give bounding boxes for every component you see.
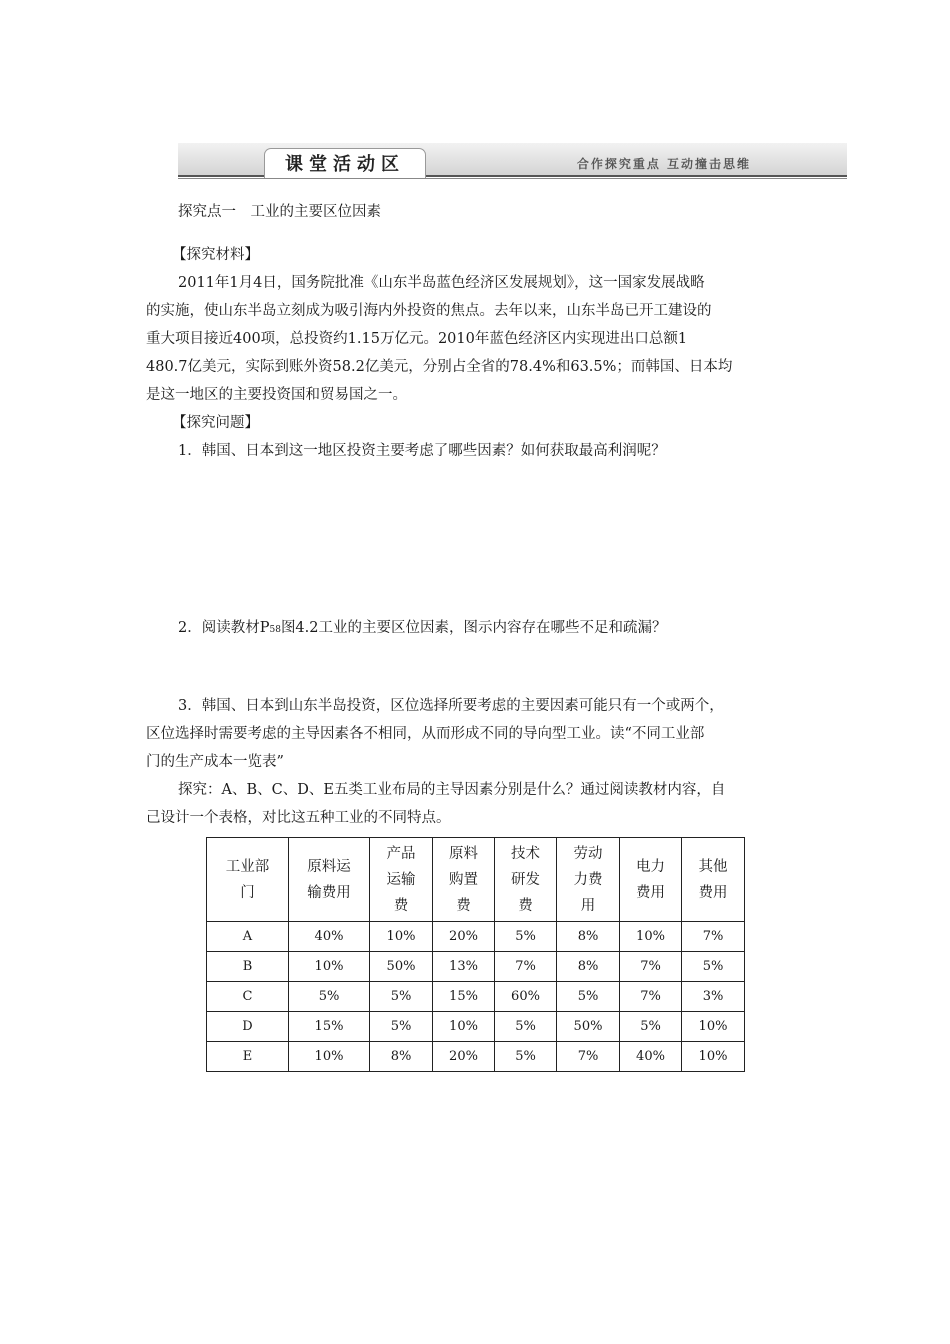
table-cell: 20% <box>433 1042 495 1072</box>
table-header-row <box>207 838 745 922</box>
table-cell: C <box>207 982 289 1012</box>
header-cell: 电力 费用 <box>620 838 682 922</box>
table-row <box>207 1012 745 1042</box>
table-cell: D <box>207 1012 289 1042</box>
question-3-line: 区位选择时需要考虑的主导因素各不相同，从而形成不同的导向型工业。读“不同工业部 <box>146 726 705 742</box>
table-cell: 50% <box>557 1012 620 1042</box>
explore-line: 探究：A、B、C、D、E五类工业布局的主导因素分别是什么？通过阅读教材内容，自 <box>178 782 726 798</box>
table-cell: 8% <box>370 1042 433 1072</box>
question-label: 【探究问题】 <box>172 415 259 431</box>
question-1: 1．韩国、日本到这一地区投资主要考虑了哪些因素？如何获取最高利润呢？ <box>178 443 666 459</box>
table-cell: 7% <box>620 952 682 982</box>
table-cell: 10% <box>289 1042 370 1072</box>
table-cell: 3% <box>682 982 745 1012</box>
header-cell: 技术 研发 费 <box>495 838 557 922</box>
table-cell: B <box>207 952 289 982</box>
table-cell: 5% <box>682 952 745 982</box>
question-2-page-subscript: 58 <box>269 625 281 635</box>
table-cell: 10% <box>433 1012 495 1042</box>
explore-line: 己设计一个表格，对比这五种工业的不同特点。 <box>146 810 451 826</box>
material-line: 480.7亿美元，实际到账外资58.2亿美元，分别占全省的78.4%和63.5%；而韩国、日本均 <box>146 359 733 375</box>
question-2-suffix: 图4.2工业的主要区位因素，图示内容存在哪些不足和疏漏？ <box>280 620 667 636</box>
material-line: 的实施，使山东半岛立刻成为吸引海内外投资的焦点。去年以来，山东半岛已开工建设的 <box>146 303 712 319</box>
table-cell: 60% <box>495 982 557 1012</box>
table-cell: 7% <box>682 922 745 952</box>
table-cell: 10% <box>682 1042 745 1072</box>
header-cell: 产品 运输 费 <box>370 838 433 922</box>
cost-table <box>206 837 745 1072</box>
question-3-line: 门的生产成本一览表” <box>146 754 284 770</box>
table-cell: 7% <box>495 952 557 982</box>
material-label: 【探究材料】 <box>172 247 259 263</box>
section-banner <box>178 142 847 180</box>
table-cell: 5% <box>495 1012 557 1042</box>
question-2-prefix: 2．阅读教材P <box>178 620 270 636</box>
table-row <box>207 982 745 1012</box>
table-cell: 40% <box>620 1042 682 1072</box>
table-cell: 20% <box>433 922 495 952</box>
table-row <box>207 952 745 982</box>
banner-slogan: 合作探究重点 互动撞击思维 <box>576 157 751 171</box>
table-cell: 5% <box>289 982 370 1012</box>
table-row <box>207 922 745 952</box>
table-cell: 5% <box>495 1042 557 1072</box>
header-cell: 其他 费用 <box>682 838 745 922</box>
section-heading: 探究点一 工业的主要区位因素 <box>178 204 381 220</box>
table-cell: 8% <box>557 922 620 952</box>
table-cell: 7% <box>557 1042 620 1072</box>
table-cell: 15% <box>433 982 495 1012</box>
table-cell: 10% <box>682 1012 745 1042</box>
header-cell: 原料运 输费用 <box>289 838 370 922</box>
table-cell: 7% <box>620 982 682 1012</box>
material-line: 是这一地区的主要投资国和贸易国之一。 <box>146 387 407 403</box>
table-cell: 5% <box>370 1012 433 1042</box>
table-row <box>207 1042 745 1072</box>
question-2 <box>178 618 667 640</box>
header-cell: 劳动 力费 用 <box>557 838 620 922</box>
table-cell: A <box>207 922 289 952</box>
table-cell: 10% <box>620 922 682 952</box>
table-cell: 13% <box>433 952 495 982</box>
table-cell: 10% <box>370 922 433 952</box>
table-cell: 5% <box>620 1012 682 1042</box>
banner-divider-thin <box>178 178 847 179</box>
header-cell: 工业部 门 <box>207 838 289 922</box>
table-cell: 5% <box>495 922 557 952</box>
table-cell: 5% <box>557 982 620 1012</box>
table-cell: 50% <box>370 952 433 982</box>
table-cell: 10% <box>289 952 370 982</box>
banner-title: 课堂活动区 <box>285 154 405 175</box>
question-3-line: 3．韩国、日本到山东半岛投资，区位选择所要考虑的主要因素可能只有一个或两个， <box>178 698 724 714</box>
table-cell: 40% <box>289 922 370 952</box>
table-cell: E <box>207 1042 289 1072</box>
table-cell: 8% <box>557 952 620 982</box>
material-line: 重大项目接近400项，总投资约1.15万亿元。2010年蓝色经济区内实现进出口总额1 <box>146 331 688 347</box>
material-line: 2011年1月4日，国务院批准《山东半岛蓝色经济区发展规划》，这一国家发展战略 <box>178 275 705 291</box>
table-cell: 5% <box>370 982 433 1012</box>
table-cell: 15% <box>289 1012 370 1042</box>
header-cell: 原料 购置 费 <box>433 838 495 922</box>
